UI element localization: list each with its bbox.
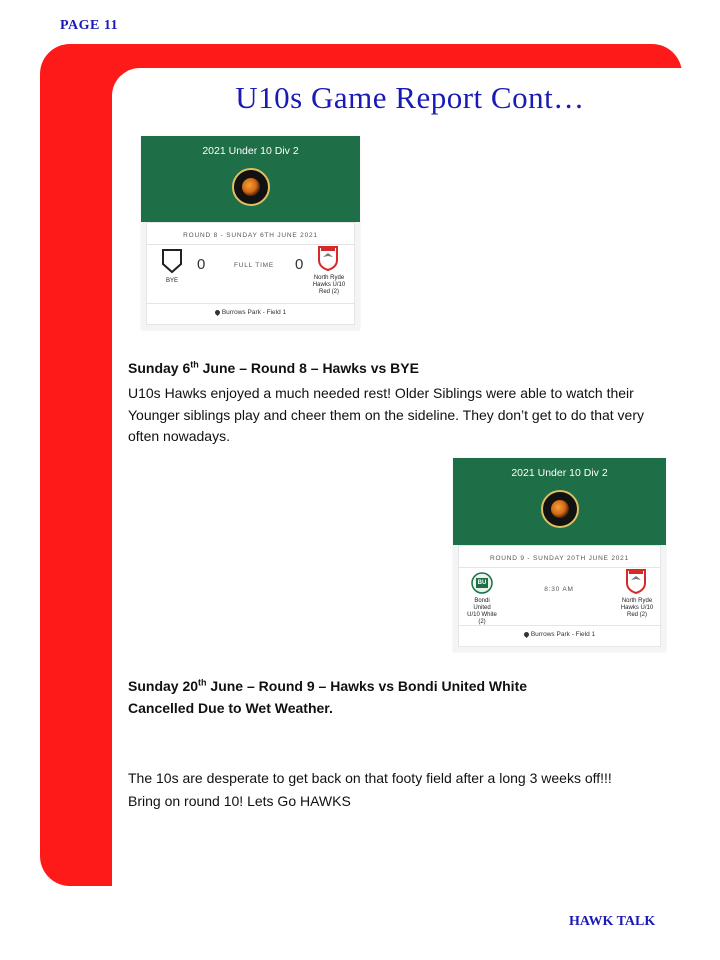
home-team-name: Bondi United U/10 White (2) — [467, 598, 497, 625]
away-team-name: North Ryde Hawks U/10 Red (2) — [620, 598, 654, 618]
venue-location: Burrows Park - Field 1 — [147, 309, 354, 316]
report-heading-round-8: Sunday 6th June – Round 8 – Hawks vs BYE — [128, 359, 419, 376]
report-body-round-8: U10s Hawks enjoyed a much needed rest! Older Siblings were able to watch their Younger siblings play and cheer them on the sideline. They don’t get to do that very often nowadays. — [128, 385, 645, 444]
match-card-round-8 — [141, 136, 360, 330]
kickoff-time: 8:30 AM — [544, 586, 574, 593]
page-number: PAGE 11 — [60, 18, 119, 33]
division-title: 2021 Under 10 Div 2 — [202, 145, 299, 157]
divider — [459, 625, 660, 626]
match-card-body — [458, 545, 661, 647]
page-title: U10s Game Report Cont… — [235, 80, 585, 115]
report-heading-round-9: Sunday 20th June – Round 9 – Hawks vs Bondi United White — [128, 677, 528, 694]
closing-line-2: Bring on round 10! Lets Go HAWKS — [128, 793, 351, 809]
home-score: 0 — [197, 256, 206, 273]
round-date: ROUND 9 - SUNDAY 20TH JUNE 2021 — [489, 555, 630, 562]
division-title: 2021 Under 10 Div 2 — [511, 467, 608, 479]
report-status-round-9: Cancelled Due to Wet Weather. — [128, 700, 333, 716]
match-status: FULL TIME — [233, 262, 275, 269]
newsletter-footer: HAWK TALK — [569, 914, 656, 929]
away-team-name: North Ryde Hawks U/10 Red (2) — [312, 275, 346, 295]
match-card-body — [146, 222, 355, 325]
closing-line-1: The 10s are desperate to get back on that footy field after a long 3 weeks off!!! — [128, 770, 612, 786]
club-logo-icon — [232, 168, 270, 206]
match-card-round-9 — [453, 458, 666, 652]
bye-shield-icon — [161, 248, 183, 274]
bondi-badge-text: BU — [477, 580, 487, 586]
away-score: 0 — [295, 256, 304, 273]
venue-location: Burrows Park - Field 1 — [459, 631, 660, 638]
north-ryde-hawks-crest-icon — [317, 245, 339, 271]
round-date: ROUND 8 - SUNDAY 6TH JUNE 2021 — [183, 232, 318, 239]
north-ryde-hawks-crest-icon — [625, 568, 647, 594]
location-pin-icon — [214, 309, 221, 316]
divider — [147, 303, 354, 304]
club-logo-icon — [541, 490, 579, 528]
home-team-name: BYE — [165, 278, 178, 284]
location-pin-icon — [523, 631, 530, 638]
